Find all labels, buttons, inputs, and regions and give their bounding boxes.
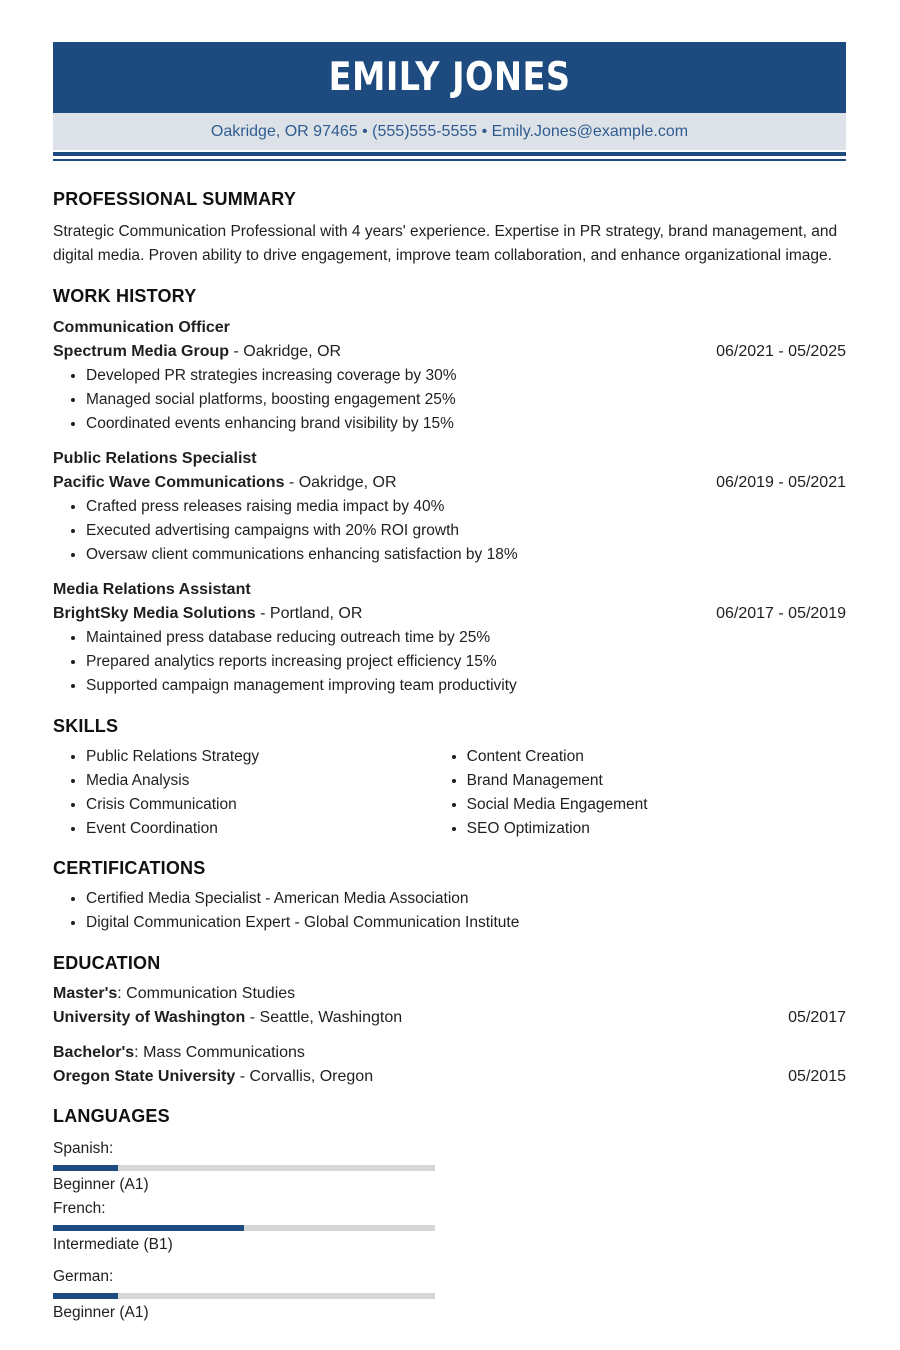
skills-heading: SKILLS [53, 715, 119, 736]
name-header [53, 42, 846, 113]
language-name: Spanish: [53, 1139, 114, 1157]
summary-text: Strategic Communication Professional with 4 years' experience. Expertise in PR strategy, brand management, and digital media. Proven ability to drive engagement, improve team collaboration, and enhance organizational image. [53, 222, 838, 264]
job-title: Public Relations Specialist [53, 449, 257, 467]
proficiency-bar [53, 1165, 435, 1171]
degree-line [53, 982, 846, 1006]
school-line [53, 1065, 846, 1089]
language-level: Beginner (A1) [53, 1303, 149, 1321]
languages-grid [53, 1137, 846, 1325]
skills-right-column [434, 745, 846, 841]
proficiency-bar [53, 1293, 435, 1299]
language-item [53, 1197, 456, 1257]
proficiency-bar-fill [53, 1225, 244, 1231]
job-dates: 06/2021 - 05/2025 [716, 342, 846, 360]
languages-section [53, 1106, 846, 1325]
work-history-heading: WORK HISTORY [53, 285, 197, 306]
certification-item: • Certified Media Specialist - American Media Association [86, 887, 846, 911]
proficiency-bar-fill [53, 1293, 118, 1299]
job-bullet: • Crafted press releases raising media impact by 40% [86, 495, 846, 519]
certifications-list [53, 887, 846, 935]
language-item [53, 1137, 456, 1197]
candidate-name: EMILY JONES [328, 55, 571, 100]
job-bullets [53, 364, 846, 436]
proficiency-bar [53, 1225, 435, 1231]
employer-location: - Oakridge, OR [229, 342, 342, 360]
skills-left-column [53, 745, 434, 841]
skill-item: • Media Analysis [86, 769, 434, 793]
skill-item: • Event Coordination [86, 817, 434, 841]
employer-location: - Portland, OR [255, 604, 363, 622]
education-section [53, 953, 846, 1089]
employer-location: - Oakridge, OR [284, 473, 397, 491]
degree-line [53, 1041, 846, 1065]
skill-item: • SEO Optimization [467, 817, 846, 841]
school-name: University of Washington [53, 1008, 246, 1026]
skill-item: • Content Creation [467, 745, 846, 769]
certifications-section [53, 858, 846, 935]
degree-name: Master's [53, 984, 118, 1002]
employer-name: BrightSky Media Solutions [53, 604, 256, 622]
job-title: Communication Officer [53, 318, 230, 336]
employer-name: Spectrum Media Group [53, 342, 230, 360]
job-employer-line [53, 602, 846, 626]
job-bullets [53, 626, 846, 698]
job-bullet: • Oversaw client communications enhancing satisfaction by 18% [86, 543, 846, 567]
job-bullet: • Prepared analytics reports increasing project efficiency 15% [86, 650, 846, 674]
job-title: Media Relations Assistant [53, 580, 251, 598]
languages-heading: LANGUAGES [53, 1105, 170, 1126]
skill-item: • Public Relations Strategy [86, 745, 434, 769]
job-bullet: • Managed social platforms, boosting engagement 25% [86, 388, 846, 412]
certifications-heading: CERTIFICATIONS [53, 857, 206, 878]
certification-item: • Digital Communication Expert - Global Communication Institute [86, 911, 846, 935]
job-bullet: • Coordinated events enhancing brand visibility by 15% [86, 412, 846, 436]
job-entry [53, 316, 846, 436]
language-level: Intermediate (B1) [53, 1235, 173, 1253]
job-bullet: • Supported campaign management improving team productivity [86, 674, 846, 698]
school-location: - Seattle, Washington [245, 1008, 403, 1026]
job-dates: 06/2017 - 05/2019 [716, 604, 846, 622]
employer-name: Pacific Wave Communications [53, 473, 285, 491]
job-bullets [53, 495, 846, 567]
education-heading: EDUCATION [53, 952, 161, 973]
language-item [53, 1265, 456, 1325]
summary-section [53, 189, 846, 268]
job-bullet: • Developed PR strategies increasing coverage by 30% [86, 364, 846, 388]
skills-section [53, 716, 846, 841]
skills-columns [53, 745, 846, 841]
graduation-date: 05/2017 [788, 1008, 846, 1026]
language-name: German: [53, 1267, 114, 1285]
resume-page [53, 42, 846, 1325]
skill-item: • Brand Management [467, 769, 846, 793]
summary-heading: PROFESSIONAL SUMMARY [53, 188, 297, 209]
proficiency-bar-fill [53, 1165, 118, 1171]
education-entry [53, 1041, 846, 1089]
degree-field: : Communication Studies [117, 984, 296, 1002]
contact-info: Oakridge, OR 97465 • (555)555-5555 • Emily.Jones@example.com [210, 122, 689, 140]
skill-item: • Crisis Communication [86, 793, 434, 817]
header-divider-thin [53, 159, 846, 161]
language-name: French: [53, 1199, 106, 1217]
header-divider-thick [53, 152, 846, 156]
degree-field: : Mass Communications [134, 1043, 305, 1061]
skill-item: • Social Media Engagement [467, 793, 846, 817]
work-history-section [53, 286, 846, 698]
language-level: Beginner (A1) [53, 1175, 149, 1193]
education-entry [53, 982, 846, 1030]
job-bullet: • Maintained press database reducing outreach time by 25% [86, 626, 846, 650]
job-dates: 06/2019 - 05/2021 [716, 473, 846, 491]
school-line [53, 1006, 846, 1030]
job-entry [53, 578, 846, 698]
school-name: Oregon State University [53, 1067, 236, 1085]
degree-name: Bachelor's [53, 1043, 135, 1061]
job-bullet: • Executed advertising campaigns with 20% ROI growth [86, 519, 846, 543]
contact-bar [53, 113, 846, 150]
job-employer-line [53, 340, 846, 364]
graduation-date: 05/2015 [788, 1067, 846, 1085]
job-employer-line [53, 471, 846, 495]
school-location: - Corvallis, Oregon [235, 1067, 374, 1085]
job-entry [53, 447, 846, 567]
